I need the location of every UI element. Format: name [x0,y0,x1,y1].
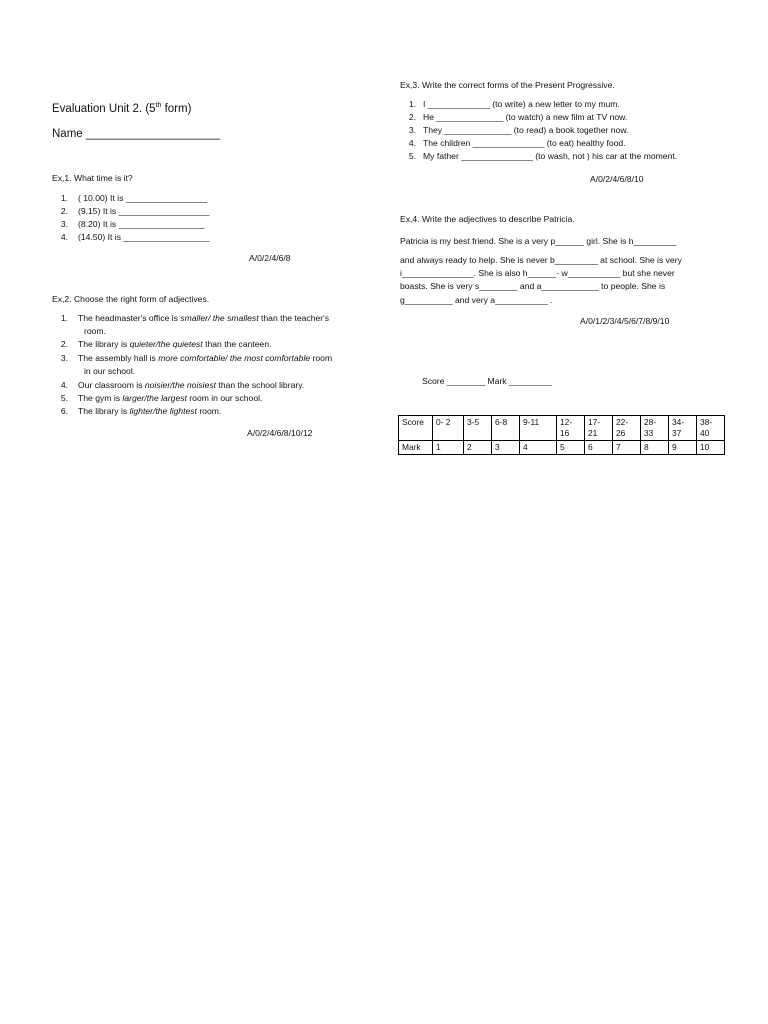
ex3-scale: A/0/2/4/6/8/10 [590,174,644,184]
item-number: 4. [408,138,416,148]
item-text: The gym is [78,393,123,403]
ex4-line-1: Patricia is my best friend. She is a very p______ girl. She is h_________ [400,236,677,246]
table-cell: 6 [585,441,613,455]
score-mark-line: Score ________ Mark _________ [422,376,552,386]
page-title: Evaluation Unit 2. (5th form) [52,102,192,115]
table-cell: 28- 33 [641,416,669,441]
item-text: The assembly hall is [78,353,159,363]
table-cell: 6-8 [492,416,520,441]
item-continuation: in our school. [84,366,136,376]
item-text: I _____________ (to write) a new letter to my mum. [423,99,620,109]
item-text-end: than the canteen. [202,339,272,349]
item-text: They ______________ (to read) a book together now. [423,125,629,135]
score-row [399,416,725,441]
table-cell: 10 [697,441,725,455]
item-text: He ______________ (to watch) a new film at TV now. [423,112,628,122]
item-text: (8.20) It is __________________ [78,219,205,229]
item-number: 2. [408,112,416,122]
list-item [52,193,207,203]
item-number: 5. [60,393,68,403]
item-text: (9.15) It is ___________________ [78,206,210,216]
table-cell: 38- 40 [697,416,725,441]
table-cell: 3 [492,441,520,455]
table-cell: Score [399,416,433,441]
table-cell: 1 [433,441,464,455]
list-item [52,339,272,349]
table-cell: 22- 26 [613,416,641,441]
list-item [400,138,626,148]
item-number: 3. [408,125,416,135]
list-item [52,219,205,229]
item-text-end: room. [196,406,222,416]
ex4-line-3: i_______________. She is also h______- w___________ but she never [400,268,675,278]
item-number: 1. [60,193,68,203]
ex4-line-5: g__________ and very a___________ . [400,295,553,305]
list-item [400,151,677,161]
table-cell: 34- 37 [669,416,697,441]
list-item [52,353,332,363]
item-number: 6. [60,406,68,416]
ex4-line-4: boasts. She is very s________ and a____________ to people. She is [400,281,666,291]
item-number: 1. [408,99,416,109]
item-number: 3. [60,219,68,229]
table-cell: 0- 2 [433,416,464,441]
table-cell: 2 [464,441,492,455]
item-choices: quieter/the quietest [129,339,203,349]
item-text-end: room in our school. [186,393,263,403]
item-number: 3. [60,353,68,363]
list-item [400,112,627,122]
list-item [52,206,209,216]
table-cell: 12- 16 [557,416,585,441]
item-choices: more comfortable/ the most comfortable [158,353,311,363]
table-cell: 7 [613,441,641,455]
item-number: 4. [60,380,68,390]
table-cell: 3-5 [464,416,492,441]
item-number: 5. [408,151,416,161]
list-item [52,313,329,323]
table-cell: 9-11 [520,416,557,441]
ex1-heading: Ex,1. What time is it? [52,173,133,183]
item-number: 2. [60,339,68,349]
list-item [52,393,262,403]
table-cell: 4 [520,441,557,455]
list-item [400,125,628,135]
table-cell: 17- 21 [585,416,613,441]
item-choices: smaller/ the smallest [180,313,259,323]
item-text-end: than the school library. [216,380,305,390]
item-choices: larger/the largest [122,393,187,403]
item-number: 4. [60,232,68,242]
name-field-label: Name _____________________ [52,128,221,140]
list-item [400,99,620,109]
ex2-scale: A/0/2/4/6/8/10/12 [247,428,313,438]
list-item [52,232,209,242]
item-text: ( 10.00) It is _________________ [78,193,208,203]
item-choices: lighter/the lightest [129,406,197,416]
ex3-heading: Ex,3. Write the correct forms of the Present Progressive. [400,80,615,90]
ex4-heading: Ex,4. Write the adjectives to describe Patricia. [400,214,575,224]
ex4-line-2: and always ready to help. She is never b_________ at school. She is very [400,255,682,265]
list-item [52,406,221,416]
item-text: My father _______________ (to wash, not ) his car at the moment. [423,151,678,161]
score-table [398,415,725,455]
item-continuation: room. [84,326,106,336]
table-cell: 9 [669,441,697,455]
item-choices: noisier/the noisiest [144,380,217,390]
item-text: The library is [78,339,130,349]
item-text-end: room [310,353,333,363]
table-cell: 8 [641,441,669,455]
mark-row [399,441,725,455]
item-text: The children _______________ (to eat) healthy food. [423,138,626,148]
item-number: 1. [60,313,68,323]
ex1-scale: A/0/2/4/6/8 [249,253,291,263]
ex4-scale: A/0/1/2/3/4/5/6/7/8/9/10 [580,316,670,326]
item-text: (14.50) It is __________________ [78,232,210,242]
item-number: 2. [60,206,68,216]
item-text: Our classroom is [78,380,145,390]
item-text: The headmaster's office is [78,313,181,323]
table-cell: Mark [399,441,433,455]
item-text-end: than the teacher's [258,313,330,323]
ex2-heading: Ex,2. Choose the right form of adjectives. [52,294,210,304]
item-text: The library is [78,406,130,416]
table-cell: 5 [557,441,585,455]
list-item [52,380,304,390]
